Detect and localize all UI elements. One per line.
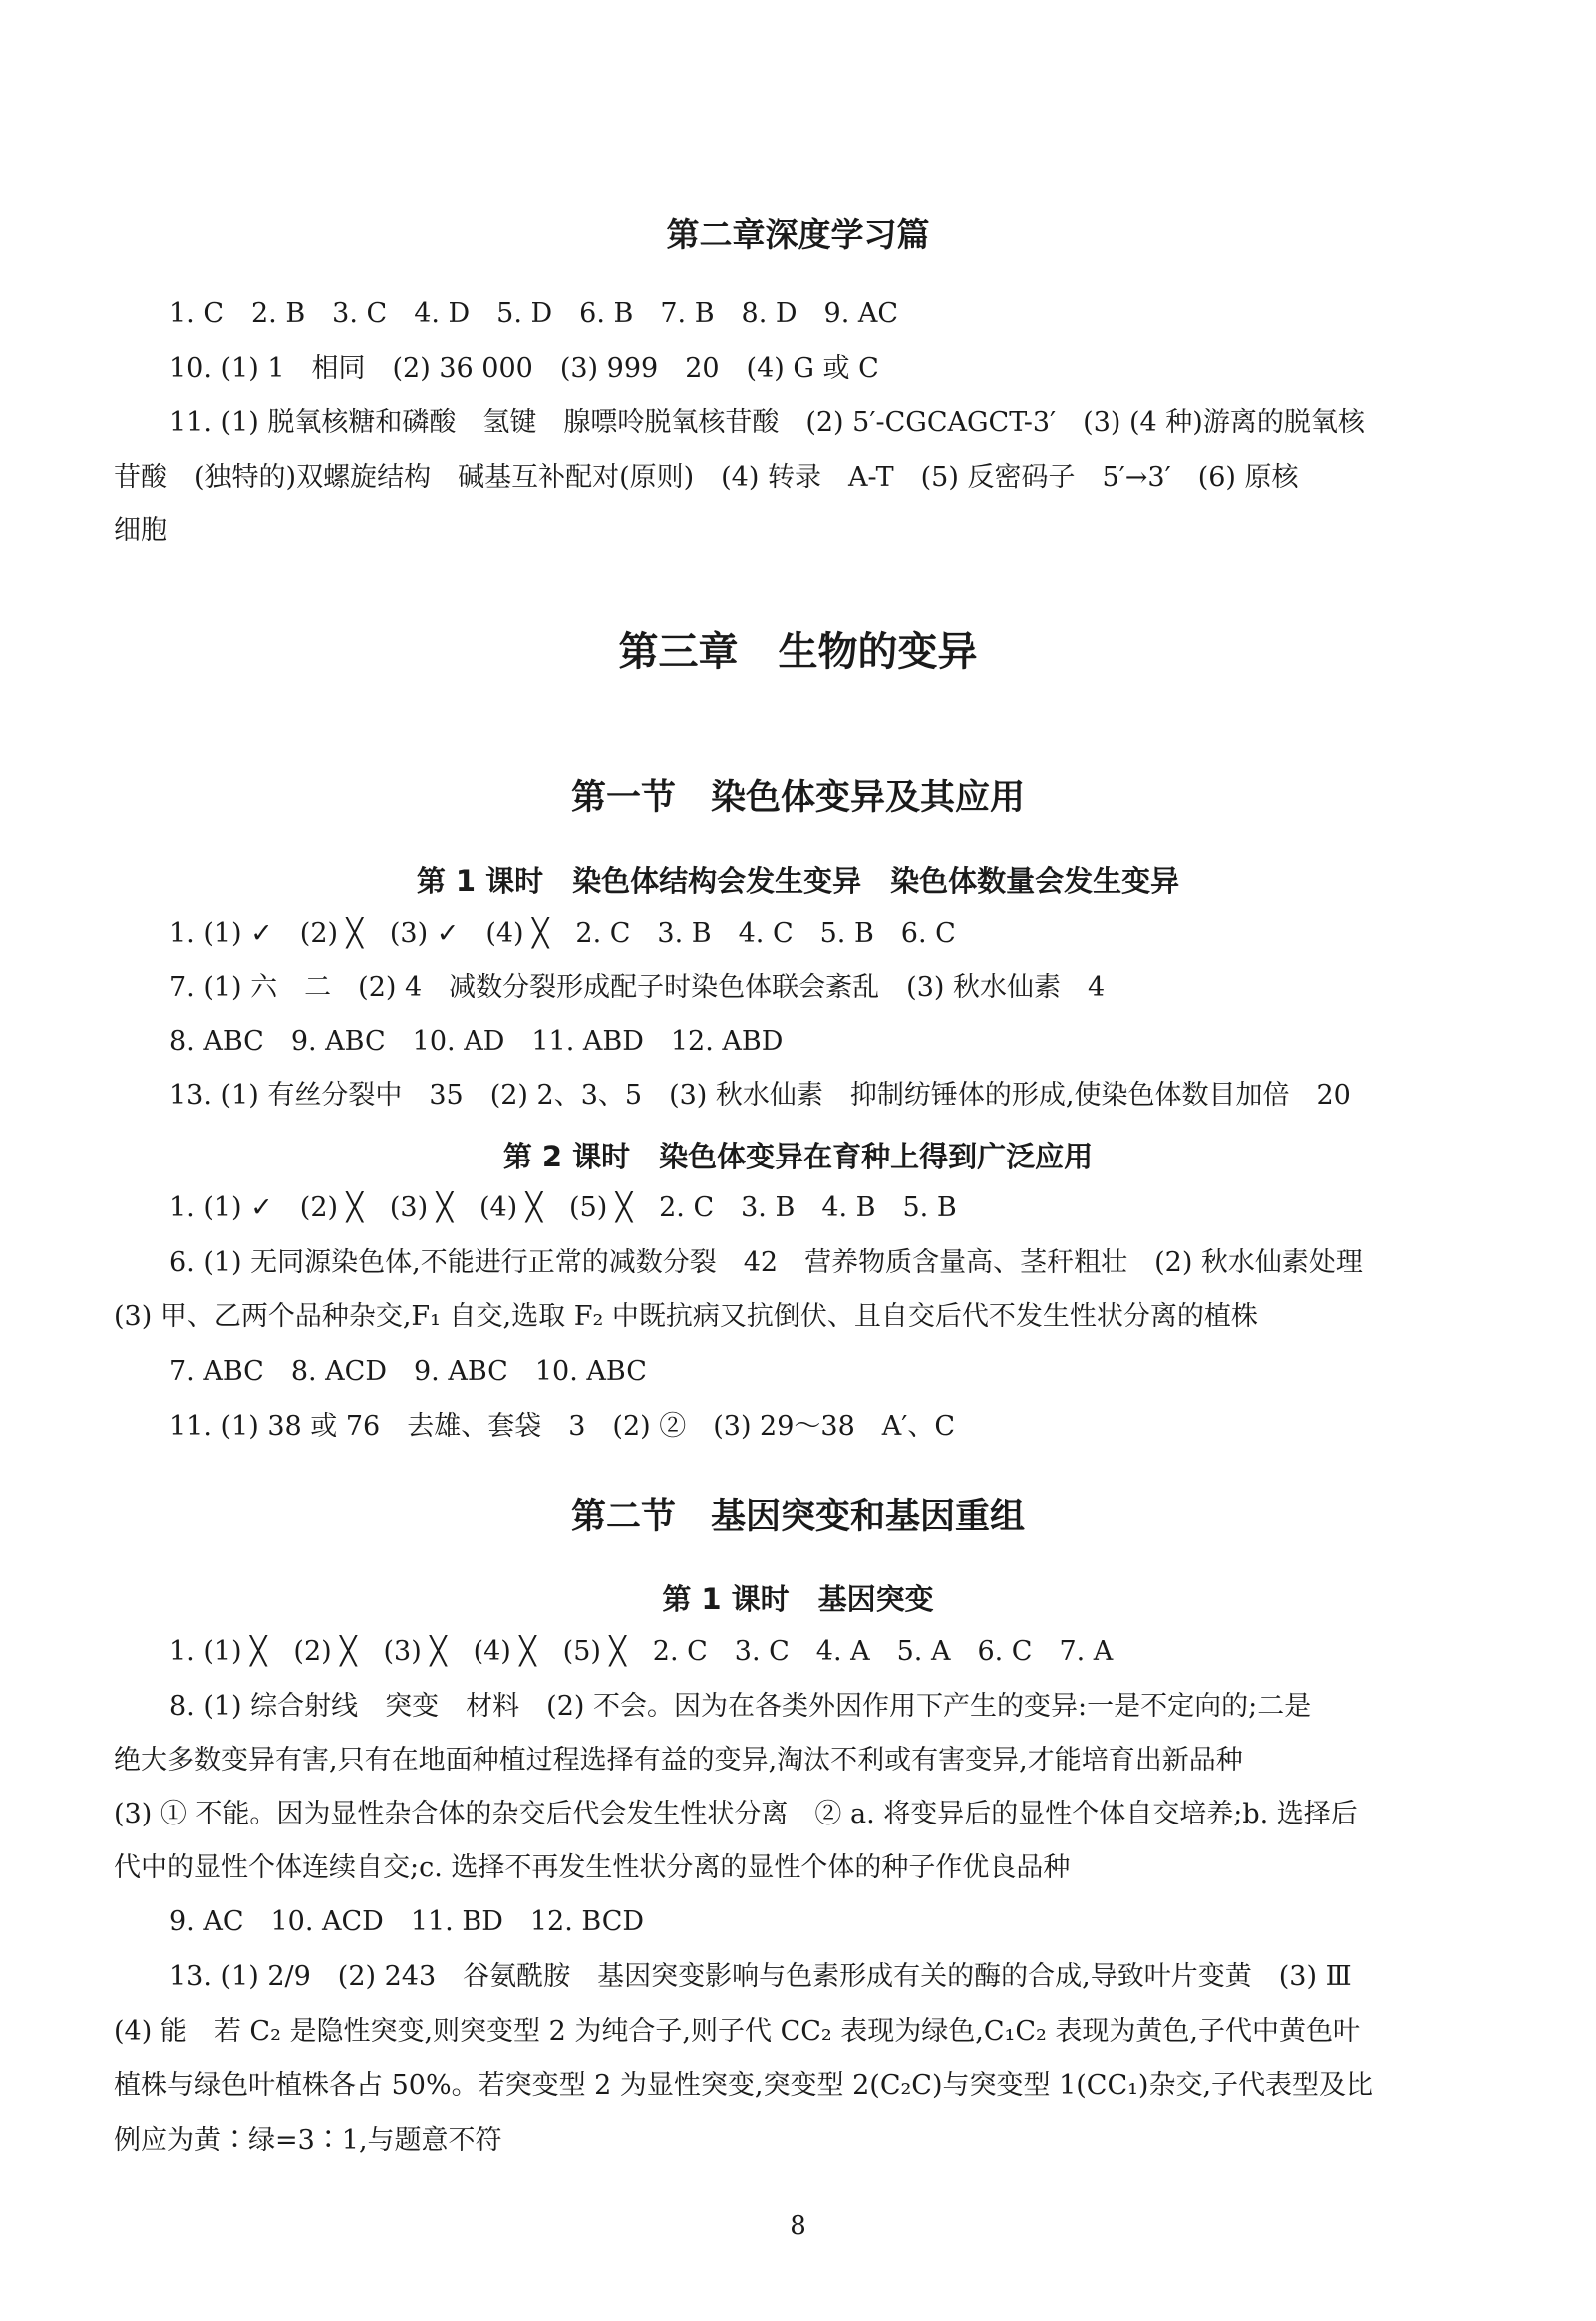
answer-line: (3) ① 不能。因为显性杂合体的杂交后代会发生性状分离 ② a. 将变异后的显性个体自交培养;b. 选择后 [114, 1799, 1358, 1829]
section2-lesson1-title: 第 1 课时 基因突变 [662, 1582, 934, 1616]
answer-line: 13. (1) 2/9 (2) 243 谷氨酰胺 基因突变影响与色素形成有关的酶的合成,导致叶片变黄 (3) Ⅲ [169, 1961, 1352, 1992]
deep-learning-title: 第二章深度学习篇 [666, 215, 930, 254]
answer-line: 7. (1) 六 二 (2) 4 减数分裂形成配子时染色体联会紊乱 (3) 秋水仙素 4 [169, 972, 1106, 1003]
answer-line: 6. (1) 无同源染色体,不能进行正常的减数分裂 42 营养物质含量高、茎秆粗壮 (2) 秋水仙素处理 [169, 1247, 1363, 1278]
answer-line: 1. (1) ✓ (2) ╳ (3) ╳ (4) ╳ (5) ╳ 2. C 3. B 4. B 5. B [169, 1192, 957, 1223]
answer-line: 8. ABC 9. ABC 10. AD 11. ABD 12. ABD [169, 1026, 784, 1057]
section1-lesson1-title: 第 1 课时 染色体结构会发生变异 染色体数量会发生变异 [416, 864, 1180, 898]
answer-line: 9. AC 10. ACD 11. BD 12. BCD [169, 1906, 645, 1937]
answer-line: 代中的显性个体连续自交;c. 选择不再发生性状分离的显性个体的种子作优良品种 [114, 1852, 1071, 1883]
answer-line: 1. C 2. B 3. C 4. D 5. D 6. B 7. B 8. D 9. AC [169, 298, 899, 329]
page-number: 8 [790, 2211, 806, 2241]
answer-line: 细胞 [114, 515, 167, 546]
answer-line: 8. (1) 综合射线 突变 材料 (2) 不会。因为在各类外因作用下产生的变异:一是不定向的;二是 [169, 1691, 1312, 1722]
answer-line: (4) 能 若 C₂ 是隐性突变,则突变型 2 为纯合子,则子代 CC₂ 表现为绿色,C₁C₂ 表现为黄色,子代中黄色叶 [114, 2016, 1361, 2047]
answer-line: 苷酸 (独特的)双螺旋结构 碱基互补配对(原则) (4) 转录 A-T (5) 反密码子 5′→3′ (6) 原核 [114, 462, 1299, 493]
answer-line: 11. (1) 脱氧核糖和磷酸 氢键 腺嘌呤脱氧核苷酸 (2) 5′-CGCAGCT-3′ (3) (4 种)游离的脱氧核 [169, 407, 1365, 438]
answer-line: (3) 甲、乙两个品种杂交,F₁ 自交,选取 F₂ 中既抗病又抗倒伏、且自交后代不发生性状分离的植株 [114, 1301, 1258, 1332]
answer-line: 13. (1) 有丝分裂中 35 (2) 2、3、5 (3) 秋水仙素 抑制纺锤体的形成,使染色体数目加倍 20 [169, 1080, 1351, 1111]
answer-line: 11. (1) 38 或 76 去雄、套袋 3 (2) ② (3) 29～38 A′、C [169, 1411, 956, 1442]
answer-line: 10. (1) 1 相同 (2) 36 000 (3) 999 20 (4) G 或 C [169, 353, 879, 384]
section1-title: 第一节 染色体变异及其应用 [570, 778, 1025, 818]
section1-lesson2-title: 第 2 课时 染色体变异在育种上得到广泛应用 [502, 1140, 1094, 1173]
answer-line: 例应为黄∶绿=3∶1,与题意不符 [114, 2125, 502, 2155]
section2-title: 第二节 基因突变和基因重组 [570, 1497, 1025, 1537]
answer-line: 1. (1) ╳ (2) ╳ (3) ╳ (4) ╳ (5) ╳ 2. C 3. C 4. A 5. A 6. C 7. A [169, 1636, 1114, 1667]
answer-line: 植株与绿色叶植株各占 50%。若突变型 2 为显性突变,突变型 2(C₂C)与突变型 1(CC₁)杂交,子代表型及比 [114, 2070, 1374, 2101]
answer-line: 绝大多数变异有害,只有在地面种植过程选择有益的变异,淘汰不利或有害变异,才能培育出新品种 [114, 1745, 1243, 1776]
chapter-title: 第三章 生物的变异 [618, 629, 978, 675]
answer-line: 1. (1) ✓ (2) ╳ (3) ✓ (4) ╳ 2. C 3. B 4. C 5. B 6. C [169, 918, 956, 949]
answer-line: 7. ABC 8. ACD 9. ABC 10. ABC [169, 1356, 647, 1387]
